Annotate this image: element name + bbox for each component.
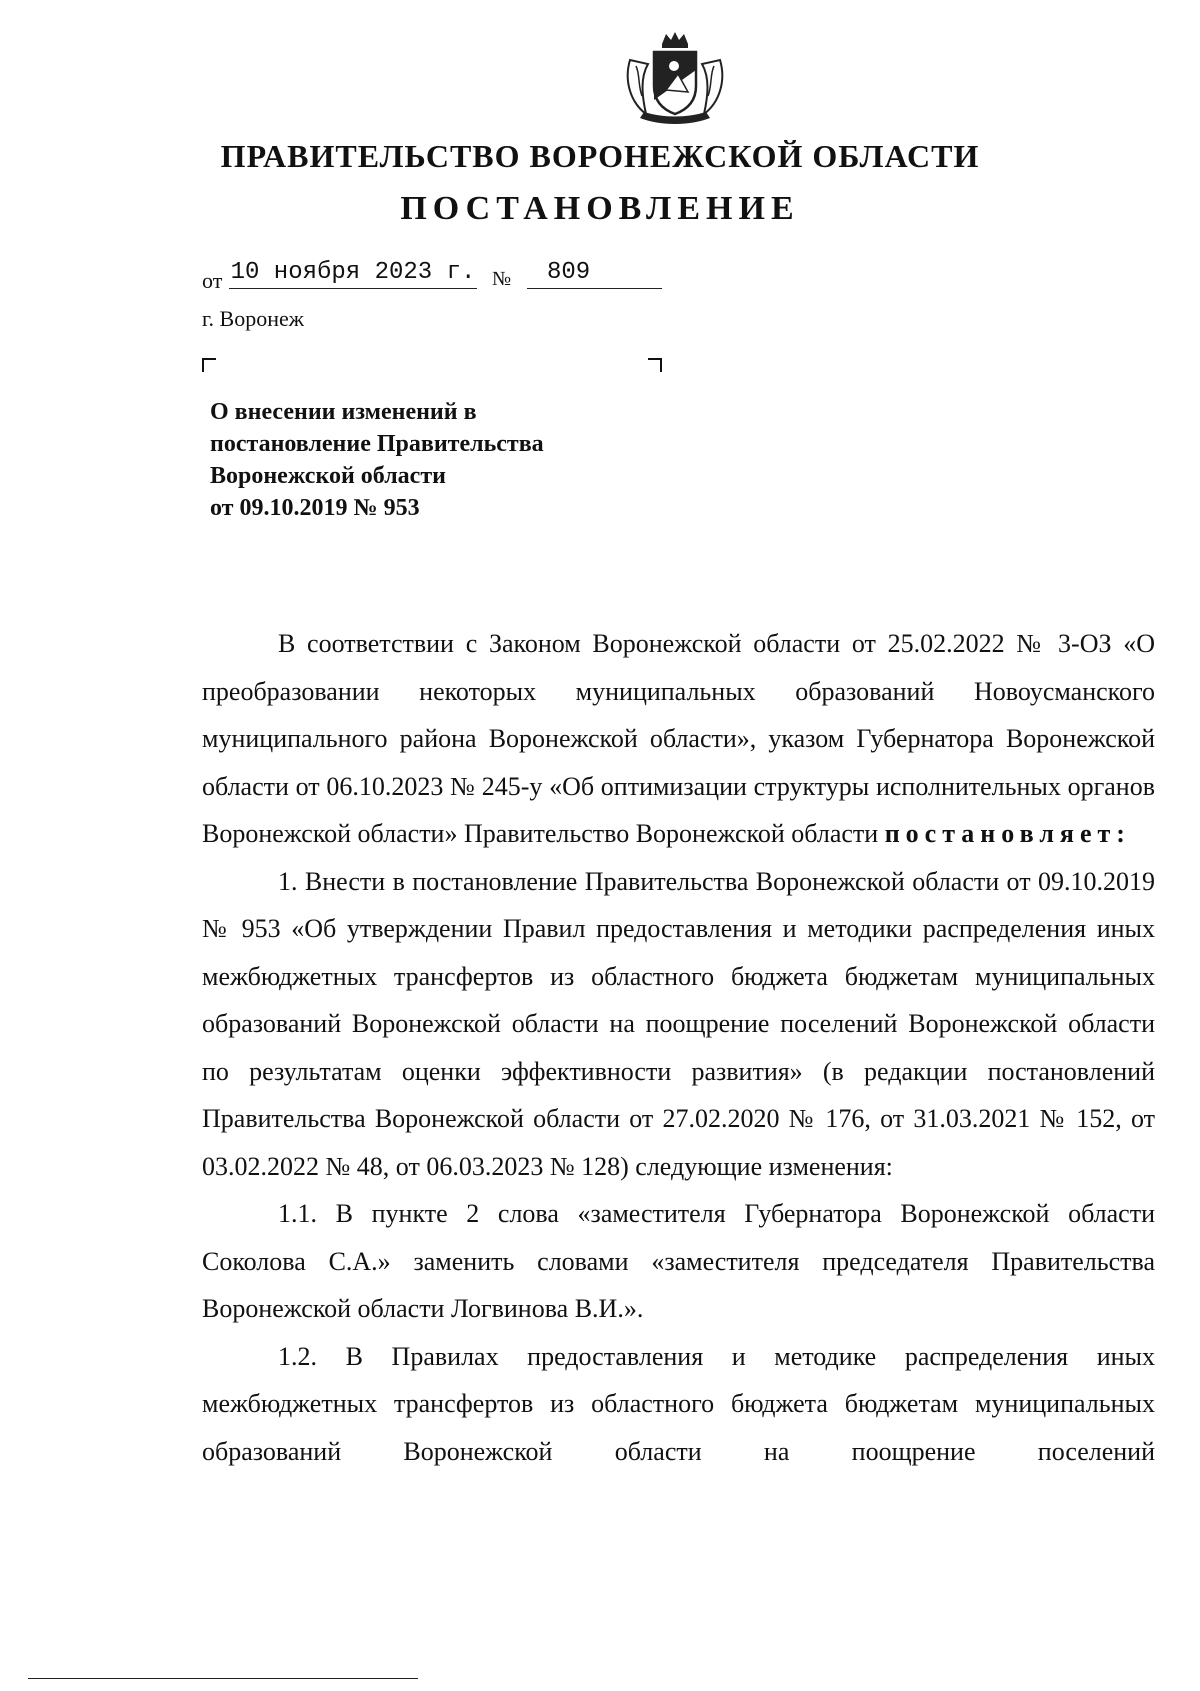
document-date: 10 ноября 2023 г. [229,258,477,289]
coat-of-arms-icon [620,30,730,130]
subject-line: от 09.10.2019 № 953 [210,495,420,521]
subject-line: постановление Правительства [210,431,544,457]
document-number: 809 [527,258,662,289]
preamble-paragraph [202,620,1155,858]
document-subject [210,396,690,524]
document-body [202,620,1155,1475]
number-sign: № [492,268,512,290]
subject-corner-left [202,358,216,372]
document-type: ПОСТАНОВЛЕНИЕ [400,190,800,227]
item-1-paragraph: 1. Внести в постановление Правительства Воронежской области от 09.10.2019 № 953 «Об утверждении Правил предоставления и методики распределения иных межбюджетных трансфертов из областного бюджета бюджетам муниципальных образований Воронежской области на поощрение поселений Воронежской области по результатам оценки эффективности развития» (в редакции постановлений Правительства Воронежской области от 27.02.2020 № 176, от 31.03.2021 № 152, от 03.02.2022 № 48, от 06.03.2023 № 128) следующие изменения: [202,866,1155,1181]
resolves-word: постановляет: [884,819,1131,848]
footnote-separator [28,1678,418,1679]
date-prefix: от [202,268,223,293]
item-1-2-paragraph: 1.2. В Правилах предоставления и методике распределения иных межбюджетных трансфертов из областного бюджета бюджетам муниципальных образований Воронежской области на поощрение поселений [202,1341,1155,1466]
subject-corner-right [648,358,662,372]
item-1-1-paragraph: 1.1. В пункте 2 слова «заместителя Губернатора Воронежской области Соколова С.А.» заменить словами «заместителя председателя Правительства Воронежской области Логвинова В.И.». [202,1199,1155,1323]
city: г. Воронеж [202,306,304,331]
preamble-text: В соответствии с Законом Воронежской области от 25.02.2022 № 3-ОЗ «О преобразовании некоторых муниципальных образований Новоусманского муниципального района Воронежской области», указом Губернатора Воронежской области от 06.10.2023 № 245-у «Об оптимизации структуры исполнительных органов Воронежской области» Правительство Воронежской области [202,629,1155,848]
subject-line: О внесении изменений в [210,399,477,425]
subject-line: Воронежской области [210,463,446,489]
date-number-line [202,258,672,294]
organization-title: ПРАВИТЕЛЬСТВО ВОРОНЕЖСКОЙ ОБЛАСТИ [220,138,980,174]
